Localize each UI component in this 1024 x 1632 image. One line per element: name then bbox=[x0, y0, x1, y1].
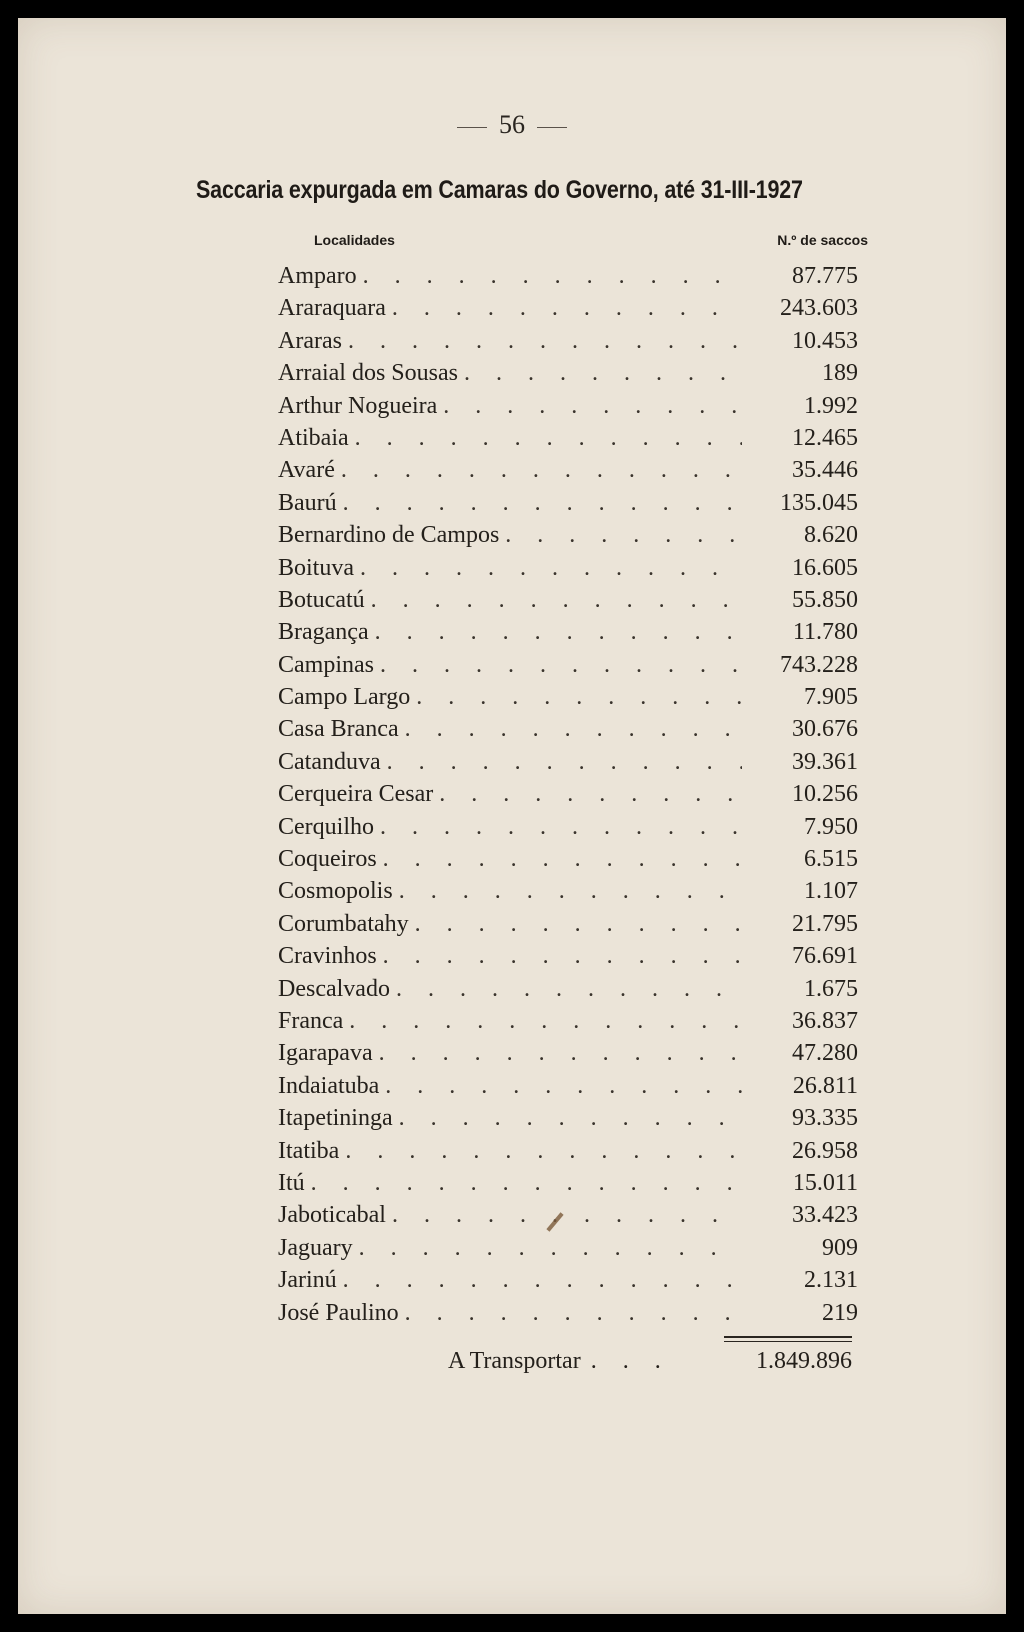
row-sacks-value: 12.465 bbox=[792, 424, 858, 451]
row-leader-dots bbox=[416, 681, 742, 713]
row-sacks-value: 26.958 bbox=[792, 1137, 858, 1164]
row-leader-dots bbox=[443, 390, 742, 422]
table-row bbox=[278, 1005, 858, 1037]
row-sacks-value: 11.780 bbox=[792, 619, 858, 646]
row-locality: Bragança bbox=[278, 619, 369, 646]
row-leader-dots bbox=[505, 519, 742, 551]
row-sacks-value: 47.280 bbox=[792, 1040, 858, 1067]
row-locality: Cerqueira Cesar bbox=[278, 781, 434, 808]
table-row bbox=[278, 1199, 858, 1231]
dash-right bbox=[537, 127, 567, 128]
table-row bbox=[278, 1135, 858, 1167]
row-leader-dots bbox=[385, 1070, 742, 1102]
row-locality: Catanduva bbox=[278, 748, 381, 775]
row-leader-dots bbox=[371, 584, 742, 616]
row-locality: Avaré bbox=[278, 457, 335, 484]
table-row bbox=[278, 681, 858, 713]
row-leader-dots bbox=[383, 843, 742, 875]
row-leader-dots bbox=[348, 325, 742, 357]
row-locality: Baurú bbox=[278, 489, 337, 516]
row-leader-dots bbox=[360, 552, 742, 584]
row-leader-dots bbox=[379, 1037, 742, 1069]
row-leader-dots bbox=[399, 1102, 742, 1134]
total-row bbox=[448, 1348, 852, 1375]
row-leader-dots bbox=[343, 487, 742, 519]
row-leader-dots bbox=[375, 616, 742, 648]
row-sacks-value: 7.950 bbox=[804, 813, 858, 840]
row-sacks-value: 135.045 bbox=[780, 489, 858, 516]
row-locality: Corumbatahy bbox=[278, 910, 409, 937]
row-sacks-value: 189 bbox=[822, 360, 858, 387]
table-row bbox=[278, 260, 858, 292]
table-row bbox=[278, 1070, 858, 1102]
table-row bbox=[278, 1037, 858, 1069]
row-locality: Itú bbox=[278, 1169, 305, 1196]
row-leader-dots bbox=[405, 1297, 742, 1329]
row-locality: Boituva bbox=[278, 554, 354, 581]
row-locality: Cravinhos bbox=[278, 943, 377, 970]
column-header-sacos: N.º de saccos bbox=[777, 232, 868, 248]
table-row bbox=[278, 552, 858, 584]
row-locality: Indaiatuba bbox=[278, 1072, 380, 1099]
row-locality: Jaguary bbox=[278, 1234, 353, 1261]
table-row bbox=[278, 357, 858, 389]
row-sacks-value: 219 bbox=[822, 1299, 858, 1326]
row-locality: Jaboticabal bbox=[278, 1202, 386, 1229]
row-sacks-value: 243.603 bbox=[780, 295, 858, 322]
row-locality: Franca bbox=[278, 1007, 344, 1034]
row-leader-dots bbox=[396, 973, 742, 1005]
total-leader-dots: . . . bbox=[590, 1348, 671, 1374]
row-leader-dots bbox=[380, 649, 742, 681]
total-rule-thin bbox=[724, 1341, 852, 1342]
row-locality: Itapetininga bbox=[278, 1105, 393, 1132]
table-row bbox=[278, 908, 858, 940]
row-sacks-value: 743.228 bbox=[780, 651, 858, 678]
table-row bbox=[278, 649, 858, 681]
table-row bbox=[278, 1297, 858, 1329]
page-title: Saccaria expurgada em Camaras do Governo, até 31-III-1927 bbox=[196, 176, 803, 204]
row-locality: José Paulino bbox=[278, 1299, 399, 1326]
row-locality: Campo Largo bbox=[278, 684, 411, 711]
row-sacks-value: 1.107 bbox=[804, 878, 858, 905]
row-sacks-value: 87.775 bbox=[792, 263, 858, 289]
table-row bbox=[278, 390, 858, 422]
total-value: 1.849.896 bbox=[756, 1348, 852, 1374]
data-table bbox=[278, 260, 858, 1329]
row-sacks-value: 16.605 bbox=[792, 554, 858, 581]
row-leader-dots bbox=[392, 1199, 742, 1231]
row-sacks-value: 33.423 bbox=[792, 1202, 858, 1229]
page-number bbox=[18, 110, 1006, 140]
table-row bbox=[278, 940, 858, 972]
table-row bbox=[278, 1102, 858, 1134]
table-row bbox=[278, 843, 858, 875]
row-leader-dots bbox=[415, 908, 742, 940]
row-leader-dots bbox=[311, 1167, 742, 1199]
table-row bbox=[278, 778, 858, 810]
table-row bbox=[278, 1167, 858, 1199]
table-row bbox=[278, 713, 858, 745]
row-locality: Arraial dos Sousas bbox=[278, 360, 458, 387]
row-locality: Botucatú bbox=[278, 586, 365, 613]
table-row bbox=[278, 584, 858, 616]
row-locality: Amparo bbox=[278, 263, 357, 289]
row-sacks-value: 55.850 bbox=[792, 586, 858, 613]
row-leader-dots bbox=[363, 260, 742, 292]
row-leader-dots bbox=[399, 875, 742, 907]
row-leader-dots bbox=[464, 357, 742, 389]
row-sacks-value: 26.811 bbox=[792, 1072, 858, 1099]
row-sacks-value: 2.131 bbox=[804, 1267, 858, 1294]
row-leader-dots bbox=[343, 1264, 742, 1296]
row-locality: Campinas bbox=[278, 651, 374, 678]
table-row bbox=[278, 746, 858, 778]
row-locality: Bernardino de Campos bbox=[278, 522, 500, 549]
row-leader-dots bbox=[355, 422, 742, 454]
row-leader-dots bbox=[349, 1005, 742, 1037]
document-page bbox=[18, 18, 1006, 1614]
column-headers bbox=[228, 232, 868, 252]
row-sacks-value: 15.011 bbox=[792, 1169, 858, 1196]
row-locality: Atibaia bbox=[278, 424, 349, 451]
row-sacks-value: 93.335 bbox=[792, 1105, 858, 1132]
row-sacks-value: 909 bbox=[822, 1234, 858, 1261]
table-row bbox=[278, 519, 858, 551]
row-leader-dots bbox=[383, 940, 742, 972]
row-locality: Araras bbox=[278, 327, 342, 354]
row-locality: Cosmopolis bbox=[278, 878, 393, 905]
row-leader-dots bbox=[359, 1232, 742, 1264]
column-header-localidades: Localidades bbox=[314, 232, 395, 248]
row-sacks-value: 7.905 bbox=[804, 684, 858, 711]
dash-left bbox=[457, 127, 487, 128]
table-row bbox=[278, 616, 858, 648]
table-row bbox=[278, 292, 858, 324]
row-sacks-value: 39.361 bbox=[792, 748, 858, 775]
row-locality: Coqueiros bbox=[278, 846, 377, 873]
row-leader-dots bbox=[392, 292, 742, 324]
table-row bbox=[278, 973, 858, 1005]
row-sacks-value: 36.837 bbox=[792, 1007, 858, 1034]
row-leader-dots bbox=[405, 713, 742, 745]
row-sacks-value: 30.676 bbox=[792, 716, 858, 743]
row-sacks-value: 1.992 bbox=[804, 392, 858, 419]
table-row bbox=[278, 1232, 858, 1264]
page-number-text: 56 bbox=[499, 110, 525, 139]
row-leader-dots bbox=[380, 811, 742, 843]
total-rule bbox=[724, 1336, 852, 1338]
row-sacks-value: 76.691 bbox=[792, 943, 858, 970]
row-sacks-value: 21.795 bbox=[792, 910, 858, 937]
row-sacks-value: 1.675 bbox=[804, 975, 858, 1002]
row-leader-dots bbox=[439, 778, 742, 810]
table-row bbox=[278, 325, 858, 357]
row-sacks-value: 6.515 bbox=[804, 846, 858, 873]
table-row bbox=[278, 875, 858, 907]
total-label: A Transportar bbox=[448, 1348, 581, 1374]
row-sacks-value: 8.620 bbox=[804, 522, 858, 549]
row-locality: Casa Branca bbox=[278, 716, 399, 743]
table-row bbox=[278, 454, 858, 486]
row-sacks-value: 35.446 bbox=[792, 457, 858, 484]
row-locality: Descalvado bbox=[278, 975, 390, 1002]
table-row bbox=[278, 1264, 858, 1296]
row-locality: Igarapava bbox=[278, 1040, 373, 1067]
row-leader-dots bbox=[345, 1135, 742, 1167]
table-row bbox=[278, 487, 858, 519]
row-leader-dots bbox=[341, 454, 742, 486]
row-leader-dots bbox=[387, 746, 742, 778]
row-sacks-value: 10.256 bbox=[792, 781, 858, 808]
table-row bbox=[278, 422, 858, 454]
table-row bbox=[278, 811, 858, 843]
row-locality: Cerquilho bbox=[278, 813, 374, 840]
row-sacks-value: 10.453 bbox=[792, 327, 858, 354]
row-locality: Araraquara bbox=[278, 295, 386, 322]
row-locality: Itatiba bbox=[278, 1137, 340, 1164]
row-locality: Jarinú bbox=[278, 1267, 337, 1294]
row-locality: Arthur Nogueira bbox=[278, 392, 438, 419]
